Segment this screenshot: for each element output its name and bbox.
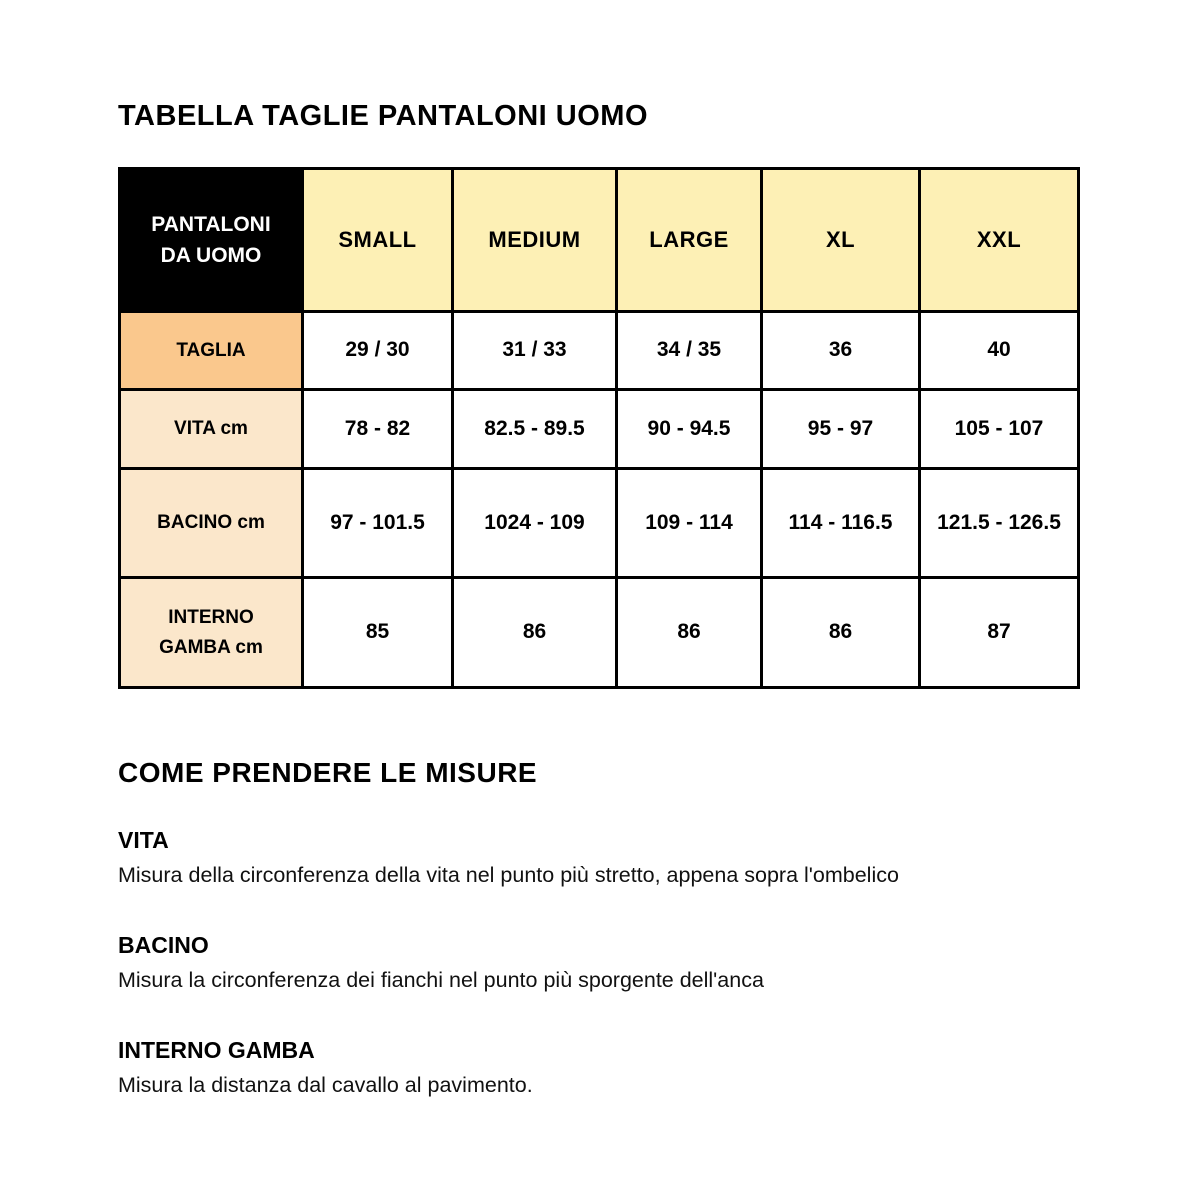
cell-bacino-xxl: 121.5 - 126.5 [920,469,1079,578]
cell-vita-xl: 95 - 97 [762,390,920,469]
column-header-xl: XL [762,169,920,312]
table-row-interno-gamba [120,578,1079,688]
cell-vita-medium: 82.5 - 89.5 [453,390,617,469]
column-header-large: LARGE [617,169,762,312]
cell-interno-large: 86 [617,578,762,688]
table-header-row [120,169,1079,312]
guide-term-vita: VITA [118,827,169,853]
cell-vita-small: 78 - 82 [303,390,453,469]
table-corner-header: PANTALONI DA UOMO [120,169,303,312]
cell-taglia-large: 34 / 35 [617,312,762,390]
table-row-taglia [120,312,1079,390]
guide-description-bacino: Misura la circonferenza dei fianchi nel punto più sporgente dell'anca [118,968,764,992]
size-table [118,167,1080,689]
guide-item-vita [118,827,1080,888]
measure-guide-heading: COME PRENDERE LE MISURE [118,757,538,788]
row-label-bacino: BACINO cm [120,469,303,578]
cell-taglia-medium: 31 / 33 [453,312,617,390]
cell-taglia-xxl: 40 [920,312,1079,390]
column-header-xxl: XXL [920,169,1079,312]
cell-interno-xxl: 87 [920,578,1079,688]
cell-interno-xl: 86 [762,578,920,688]
guide-description-interno-gamba: Misura la distanza dal cavallo al pavimento. [118,1073,533,1097]
cell-taglia-xl: 36 [762,312,920,390]
cell-interno-small: 85 [303,578,453,688]
table-row-bacino [120,469,1079,578]
guide-term-bacino: BACINO [118,932,209,958]
column-header-small: SMALL [303,169,453,312]
table-row-vita [120,390,1079,469]
cell-taglia-small: 29 / 30 [303,312,453,390]
measure-guide-section [118,757,1080,1098]
row-label-taglia: TAGLIA [120,312,303,390]
row-label-interno-gamba: INTERNO GAMBA cm [120,578,303,688]
row-label-vita: VITA cm [120,390,303,469]
guide-term-interno-gamba: INTERNO GAMBA [118,1037,315,1063]
column-header-medium: MEDIUM [453,169,617,312]
cell-bacino-small: 97 - 101.5 [303,469,453,578]
cell-bacino-xl: 114 - 116.5 [762,469,920,578]
cell-bacino-medium: 1024 - 109 [453,469,617,578]
cell-interno-medium: 86 [453,578,617,688]
guide-item-bacino [118,932,1080,993]
guide-item-interno-gamba [118,1037,1080,1098]
cell-bacino-large: 109 - 114 [617,469,762,578]
page-title: TABELLA TAGLIE PANTALONI UOMO [118,100,649,132]
guide-description-vita: Misura della circonferenza della vita nel punto più stretto, appena sopra l'ombelico [118,863,899,887]
cell-vita-xxl: 105 - 107 [920,390,1079,469]
cell-vita-large: 90 - 94.5 [617,390,762,469]
